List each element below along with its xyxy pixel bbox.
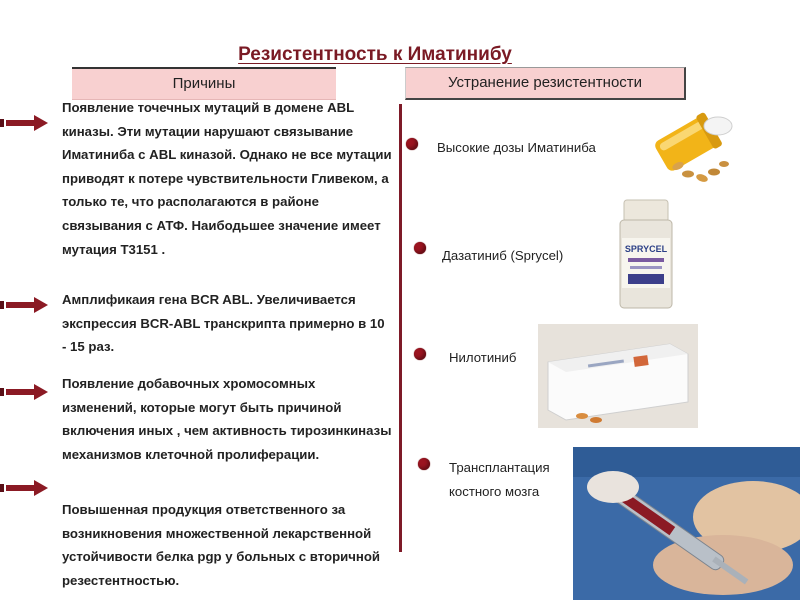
svg-text:SPRYCEL: SPRYCEL (624, 244, 668, 254)
bullet-icon (406, 138, 418, 150)
cause-pgp-production: Повышенная продукция ответственного за возникновения множественной лекарственной устойчивости белка pgp у больных с вторичной резестентностью. (62, 502, 381, 588)
cause-point-mutations: Появление точечных мутаций в домене ABL киназы. Эти мутации нарушают связывание Иматиниба с ABL киназой. Однако не все мутации приводят к потере чувствительности Гливеком, а только те, что располагаются в районе связывания с АТФ. Наибодьшее значение имеет мутация T3151 . (62, 100, 392, 257)
sprycel-bottle-image (608, 196, 684, 312)
page-title: Резистентность к Иматинибу (238, 44, 512, 65)
solutions-header: Устранение резистентности (405, 67, 686, 100)
causes-header: Причины (72, 67, 336, 100)
column-divider (399, 104, 402, 552)
cause-gene-amplification: Амплификаия гена BCR ABL. Увеличивается экспрессия BCR-ABL транскрипта примерно в 10 - 15 раз. (62, 292, 385, 355)
solution-bone-marrow-transplant: Трансплантация костного мозга (449, 460, 550, 499)
bone-marrow-procedure-image (573, 447, 800, 600)
cause-chromosomal-changes: Появление добавочных хромосомных изменений, которые могут быть причиной включения иных , чем активность тирозинкиназы механизмов клеточной пролиферации. (62, 376, 392, 462)
solution-dasatinib: Дазатиниб (Sprycel) (442, 248, 564, 263)
solution-nilotinib: Нилотиниб (449, 350, 517, 365)
nilotinib-box-image (538, 324, 698, 428)
bullet-icon (414, 348, 426, 360)
pills-bottle-image (648, 104, 734, 187)
arrow-right-icon (0, 480, 48, 496)
solution-high-dose: Высокие дозы Иматиниба (437, 140, 596, 155)
bullet-icon (418, 458, 430, 470)
arrow-right-icon (0, 115, 48, 131)
bullet-icon (414, 242, 426, 254)
arrow-right-icon (0, 297, 48, 313)
arrow-right-icon (0, 384, 48, 400)
